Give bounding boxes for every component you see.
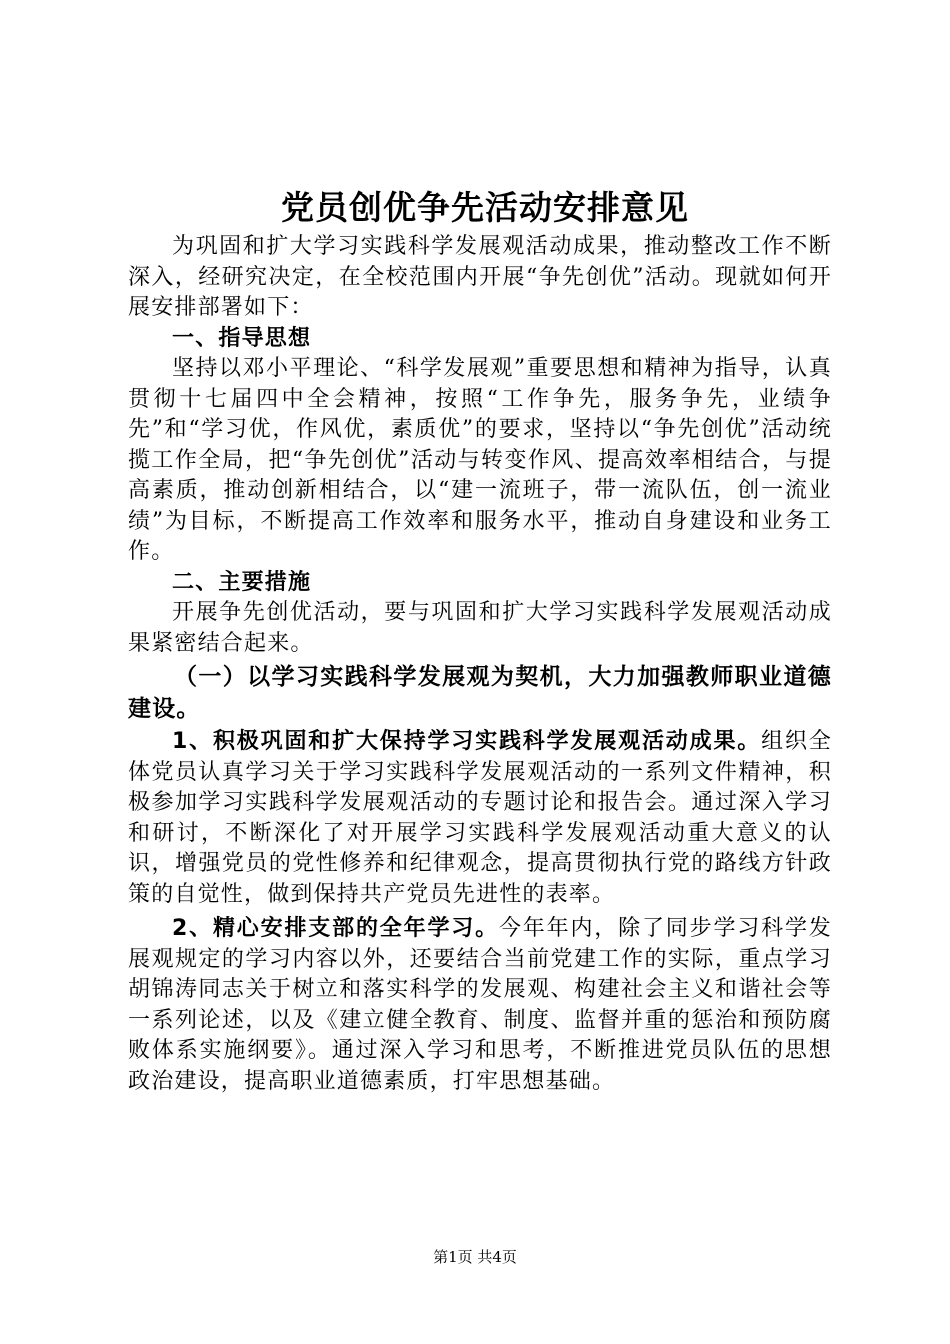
item-2-lead: 2、精心安排支部的全年学习。: [172, 916, 499, 941]
section-heading-guiding-ideology: 一、指导思想: [172, 325, 312, 351]
document-page: [128, 186, 832, 1097]
item-2-paragraph: [128, 914, 832, 1097]
section-heading-main-measures: 二、主要措施: [172, 569, 312, 595]
item-1-body: 组织全体党员认真学习关于学习实践科学发展观活动的一系列文件精神，积极参加学习实践科学发展观活动的专题讨论和报告会。通过深入学习和研讨，不断深化了对开展学习实践科学发展观活动重大意义的认识，增强党员的党性修养和纪律观念，提高贯彻执行党的路线方针政策的自觉性，做到保持共产党员先进性的表率。: [128, 729, 832, 907]
intro-paragraph: 为巩固和扩大学习实践科学发展观活动成果，推动整改工作不断深入，经研究决定，在全校范围内开展“争先创优”活动。现就如何开展安排部署如下：: [128, 234, 832, 320]
item-2-body: 今年年内，除了同步学习科学发展观规定的学习内容以外，还要结合当前党建工作的实际，重点学习胡锦涛同志关于树立和落实科学的发展观、构建社会主义和谐社会等一系列论述，以及《建立健全教育、制度、监督并重的惩治和预防腐败体系实施纲要》。通过深入学习和思考，不断推进党员队伍的思想政治建设，提高职业道德素质，打牢思想基础。: [128, 916, 832, 1094]
document-title: 党员创优争先活动安排意见: [281, 188, 689, 227]
page-footer: 第1页 共4页: [433, 1248, 517, 1266]
item-1-paragraph: [128, 727, 832, 910]
subsection-heading-1: （一）以学习实践科学发展观为契机，大力加强教师职业道德建设。: [128, 664, 832, 722]
main-measures-paragraph: 开展争先创优活动，要与巩固和扩大学习实践科学发展观活动成果紧密结合起来。: [128, 600, 832, 656]
guiding-ideology-paragraph: 坚持以邓小平理论、“科学发展观”重要思想和精神为指导，认真贯彻十七届四中全会精神，按照“工作争先，服务争先，业绩争先”和“学习优，作风优，素质优”的要求，坚持以“争先创优”活动统揽工作全局，把“争先创优”活动与转变作风、提高效率相结合，与提高素质，推动创新相结合，以“建一流班子，带一流队伍，创一流业绩”为目标，不断提高工作效率和服务水平，推动自身建设和业务工作。: [128, 356, 832, 564]
item-1-lead: 1、积极巩固和扩大保持学习实践科学发展观活动成果。: [172, 729, 762, 754]
